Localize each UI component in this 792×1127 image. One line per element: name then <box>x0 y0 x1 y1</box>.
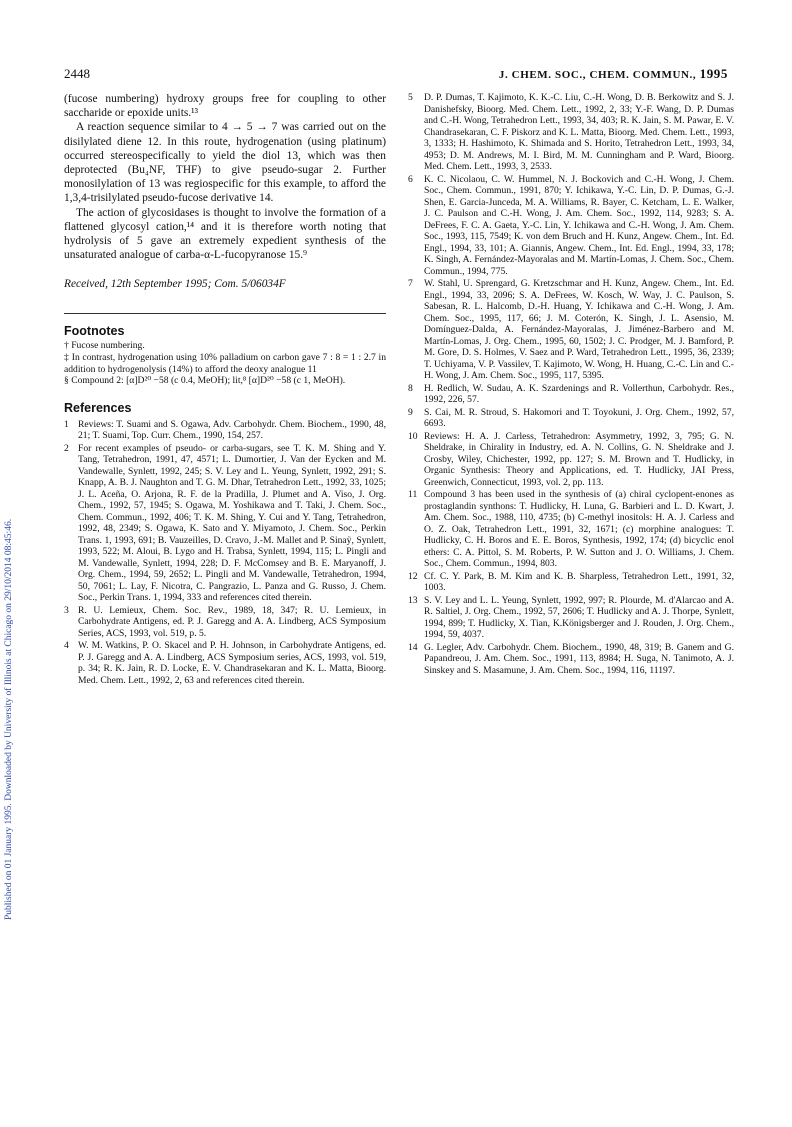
download-stamp: Published on 01 January 1995. Downloaded by University of Illinois at Chicago on 29/10/2014 08:45:46. <box>4 518 14 920</box>
reference-item <box>64 605 386 640</box>
reference-text: D. P. Dumas, T. Kajimoto, K. K.-C. Liu, C.-H. Wong, D. B. Berkowitz and S. J. Danishefsky, Bioorg. Med. Chem. Lett., 1992, 2, 33; Y.-F. Wang, D. P. Dumas and C.-H. Wong, Tetrahedron Lett., 1993, 34, 403; R. K. Jain, S. M. Pawar, E. V. Chandrasekaran, C. F. Piskorz and K. L. Matta, Bioorg. Med. Chem. Lett., 1993, 3, 1333; H. Hashimoto, K. Shimada and S. Horito, Tetrahedron Lett., 1993, 34, 4953; D. M. Andrews, M. I. Bird, M. M. Cunningham and P. Ward, Bioorg. Med. Chem. Lett., 1993, 3, 2533. <box>424 92 734 172</box>
footnote: ‡ In contrast, hydrogenation using 10% palladium on carbon gave 7 : 8 = 1 : 2.7 in addition to hydrogenolysis (14%) to afford the deoxy analogue 11 <box>64 352 386 375</box>
reference-item <box>408 489 734 570</box>
reference-item <box>408 595 734 641</box>
reference-item <box>64 443 386 604</box>
reference-text: K. C. Nicolaou, C. W. Hummel, N. J. Bockovich and C.-H. Wong, J. Chem. Soc., Chem. Commun., 1991, 870; Y. Ichikawa, Y.-C. Lin, D. P. Dumas, G.-J. Shen, E. Garcia-Junceda, M. A. Williams, R. Bayer, C. Ketcham, L. E. Walker, J. C. Paulson and C.-H. Wong, J. Am. Chem. Soc., 1992, 114, 9283; S. A. DeFrees, F. C. A. Gaeta, Y.-C. Lin, Y. Ichikawa and C.-H. Wong, J. Am. Chem. Soc., 1993, 115, 7549; K. von dem Bruch and H. Kunz, Angew. Chem., Int. Ed. Engl., 1994, 33, 101; A. Giannis, Angew. Chem., Int. Ed. Engl., 1994, 33, 178; K. Singh, A. Fernández-Mayoralas and M. Martín-Lomas, J. Chem. Soc., Chem. Commun., 1994, 775. <box>424 173 734 277</box>
right-column <box>408 92 734 677</box>
reference-number: 7 <box>408 278 413 289</box>
reference-text: W. Stahl, U. Sprengard, G. Kretzschmar and H. Kunz, Angew. Chem., Int. Ed. Engl., 1994, 33, 2096; S. A. DeFrees, W. Kosch, W. Way, J. C. Paulson, S. Sabesan, R. L. Halcomb, D.-H. Huang, Y. Ichikawa and C.-H. Wong, J. Am. Chem. Soc., 1995, 117, 66; J. M. Coterón, K. Singh, J. L. Asensio, M. Domínguez-Dalda, A. Fernández-Mayoralas, J. Jiménez-Barbero and M. Martín-Lomas, J. Org. Chem., 1995, 60, 1502; J. C. Prodger, M. J. Bamford, P. M. Gore, D. S. Holmes, V. Saez and P. Ward, Tetrahedron Lett., 1995, 36, 2339; T. Uchiyama, V. P. Vassilev, T. Kajimoto, W. Wong, H. Huang, C.-C. Lin and C.-H. Wong, J. Am. Chem. Soc., 1995, 117, 5395. <box>424 278 734 381</box>
body-paragraph: The action of glycosidases is thought to involve the formation of a flattened glycosyl cation,¹⁴ and it is therefore worth noting that hydrolysis of 5 gave an extremely expedient synthesis of the unsaturated analogue of carba-α-L-fucopyranose 15.⁹ <box>64 206 386 262</box>
body-paragraph: A reaction sequence similar to 4 → 5 → 7 was carried out on the disilylated diene 12. In this route, hydrogenation (using platinum) occurred stereospecifically to yield the diol 13, which was then deprotected (Bu₄NF, THF) to give pseudo-sugar 2. Further monosilylation of 13 was regiospecific for this example, to afford the 1,3,4-trisilylated pseudo-fucose derivative 14. <box>64 121 386 205</box>
reference-number: 4 <box>64 640 69 652</box>
journal-year: 1995 <box>699 66 728 81</box>
reference-number: 13 <box>408 594 418 606</box>
reference-text: For recent examples of pseudo- or carba-sugars, see T. K. M. Shing and Y. Tang, Tetrahedron, 1991, 47, 4571; L. Dumortier, J. Van der Eycken and M. Vandewalle, Synlett, 1992, 245; S. V. Ley and L. Yeung, Synlett, 1992, 291; S. Knapp, A. B. J. Naughton and T. G. M. Dhar, Tetrahedron Lett., 1992, 33, 1025; J. L. Aceña, O. Arjona, R. F. de la Pradilla, J. Plumet and A. Viso, J. Org. Chem., 1992, 57, 1945; S. Ogawa, M. Yoshikawa and T. Taki, J. Chem. Soc., Chem. Commun., 1992, 406; T. K. M. Shing, Y. Cui and Y. Tang, Tetrahedron, 1992, 48, 2349; S. Ogawa, K. Sato and Y. Miyamoto, J. Chem. Soc., Perkin Trans. 1, 1993, 691; B. Vauzeilles, D. Cravo, J.-M. Mallet and P. Sinaÿ, Synlett, 1993, 522; M. Aloui, B. Lygo and H. Trabsa, Synlett, 1994, 115; L. Pingli and M. Vandewalle, Synlett, 1994, 228; D. F. McComsey and B. E. Maryanoff, J. Org. Chem., 1994, 59, 2652; L. Pingli and M. Vandewalle, Tetrahedron, 1994, 50, 7061; L. Lay, F. Nicotra, C. Pangrazio, L. Panza and G. Russo, J. Chem. Soc., Perkin Trans. 1, 1994, 333 and references cited therein. <box>78 442 386 604</box>
reference-number: 6 <box>408 173 413 185</box>
reference-number: 2 <box>64 442 69 454</box>
reference-text: S. Cai, M. R. Stroud, S. Hakomori and T. Toyokuni, J. Org. Chem., 1992, 57, 6693. <box>424 406 734 429</box>
body-paragraph: (fucose numbering) hydroxy groups free for coupling to other saccharide or epoxide units.¹³ <box>64 93 386 120</box>
reference-number: 14 <box>408 641 418 653</box>
journal-title: J. CHEM. SOC., CHEM. COMMUN., <box>498 69 697 81</box>
reference-number: 5 <box>408 92 413 103</box>
reference-item <box>64 640 386 686</box>
reference-number: 10 <box>408 430 418 442</box>
reference-number: 8 <box>408 382 413 394</box>
footnote: † Fucose numbering. <box>64 340 145 352</box>
references-list-left <box>64 419 386 687</box>
reference-number: 12 <box>408 570 418 582</box>
footnotes-heading: Footnotes <box>64 324 125 339</box>
reference-text: W. M. Watkins, P. O. Skacel and P. H. Johnson, in Carbohydrate Antigens, ed. P. J. Garegg and A. A. Lindberg, ACS Symposium series, ACS, 1993, vol. 519, p. 34; R. K. Jain, R. D. Locke, E. V. Chandrasekaran and K. L. Matta, Bioorg. Med. Chem. Lett., 1992, 2, 63 and references cited therein. <box>78 640 386 686</box>
reference-text: H. Redlich, W. Sudau, A. K. Szardenings and R. Vollerthun, Carbohydr. Res., 1992, 226, 57. <box>424 382 734 405</box>
reference-text: Compound 3 has been used in the synthesis of (a) chiral cyclopent-enones as prostaglandin synthons: T. Hudlicky, H. Luna, G. Barbieri and L. D. Kwart, J. Am. Chem. Soc., 1988, 110, 4735; (b) C-methyl inositols: H. A. J. Carless and O. Z. Oak, Tetrahedron Lett., 1991, 32, 1671; (c) morphine analogues: T. Hudlicky, C. H. Boros and E. E. Boros, Synthesis, 1992, 174; (d) bicyclic enol ethers: C. A. Pittol, S. M. Roberts, P. W. Sutton and J. O. Williams, J. Chem. Soc., Chem. Commun., 1994, 803. <box>424 489 734 569</box>
reference-item <box>408 407 734 430</box>
references-list-right <box>408 92 734 676</box>
reference-item <box>64 419 386 442</box>
reference-text: G. Legler, Adv. Carbohydr. Chem. Biochem., 1990, 48, 319; B. Ganem and G. Papandreou, J. Am. Chem. Soc., 1991, 113, 8984; H. Suga, N. Tanimoto, A. J. Sinskey and S. Masamune, J. Am. Chem. Soc., 1994, 116, 11197. <box>424 641 734 676</box>
journal-running-head <box>499 66 728 82</box>
reference-item <box>408 174 734 278</box>
section-divider <box>64 313 386 314</box>
left-column <box>64 92 386 687</box>
reference-text: Cf. C. Y. Park, B. M. Kim and K. B. Sharpless, Tetrahedron Lett., 1991, 32, 1003. <box>424 570 734 593</box>
reference-number: 3 <box>64 604 69 616</box>
reference-item <box>408 383 734 406</box>
references-heading: References <box>64 400 132 415</box>
reference-item <box>408 642 734 677</box>
page-number: 2448 <box>64 66 90 81</box>
reference-text: R. U. Lemieux, Chem. Soc. Rev., 1989, 18, 347; R. U. Lemieux, in Carbohydrate Antigens, ed. P. J. Garegg and A. A. Lindberg, ACS Symposium Series, ACS, 1993, vol. 519, p. 5. <box>78 604 386 639</box>
reference-item <box>408 92 734 173</box>
reference-item <box>408 431 734 489</box>
reference-number: 9 <box>408 406 413 418</box>
reference-number: 11 <box>408 489 418 500</box>
reference-item <box>408 278 734 382</box>
reference-text: Reviews: T. Suami and S. Ogawa, Adv. Carbohydr. Chem. Biochem., 1990, 48, 21; T. Suami, Top. Curr. Chem., 1990, 154, 257. <box>78 418 386 442</box>
reference-number: 1 <box>64 418 69 430</box>
page-header <box>64 66 728 82</box>
received-line: Received, 12th September 1995; Com. 5/06034F <box>64 278 286 291</box>
reference-text: S. V. Ley and L. L. Yeung, Synlett, 1992, 997; R. Plourde, M. d'Alarcao and A. R. Saltiel, J. Org. Chem., 1992, 57, 2606; T. Hudlicky and A. J. Thorpe, Synlett, 1994, 899; T. Hudlicky, X. Tian, K.Königsberger and J. Rouden, J. Org. Chem., 1994, 59, 4037. <box>424 594 734 640</box>
reference-item <box>408 571 734 594</box>
reference-text: Reviews: H. A. J. Carless, Tetrahedron: Asymmetry, 1992, 3, 795; G. N. Sheldrake, in Chirality in Industry, ed. A. N. Collins, G. N. Sheldrake and J. Crosby, Wiley, Chichester, 1992, pp. 127; S. M. Brown and T. Hudlicky, in Organic Synthesis: Theory and Applications, ed. T. Hudlicky, JAI Press, Greenwich, Connecticut, 1993, vol. 2, pp. 113. <box>424 430 734 488</box>
footnote: § Compound 2: [α]D²⁰ −58 (c 0.4, MeOH); lit,⁸ [α]D²⁰ −58 (c 1, MeOH). <box>64 375 346 387</box>
